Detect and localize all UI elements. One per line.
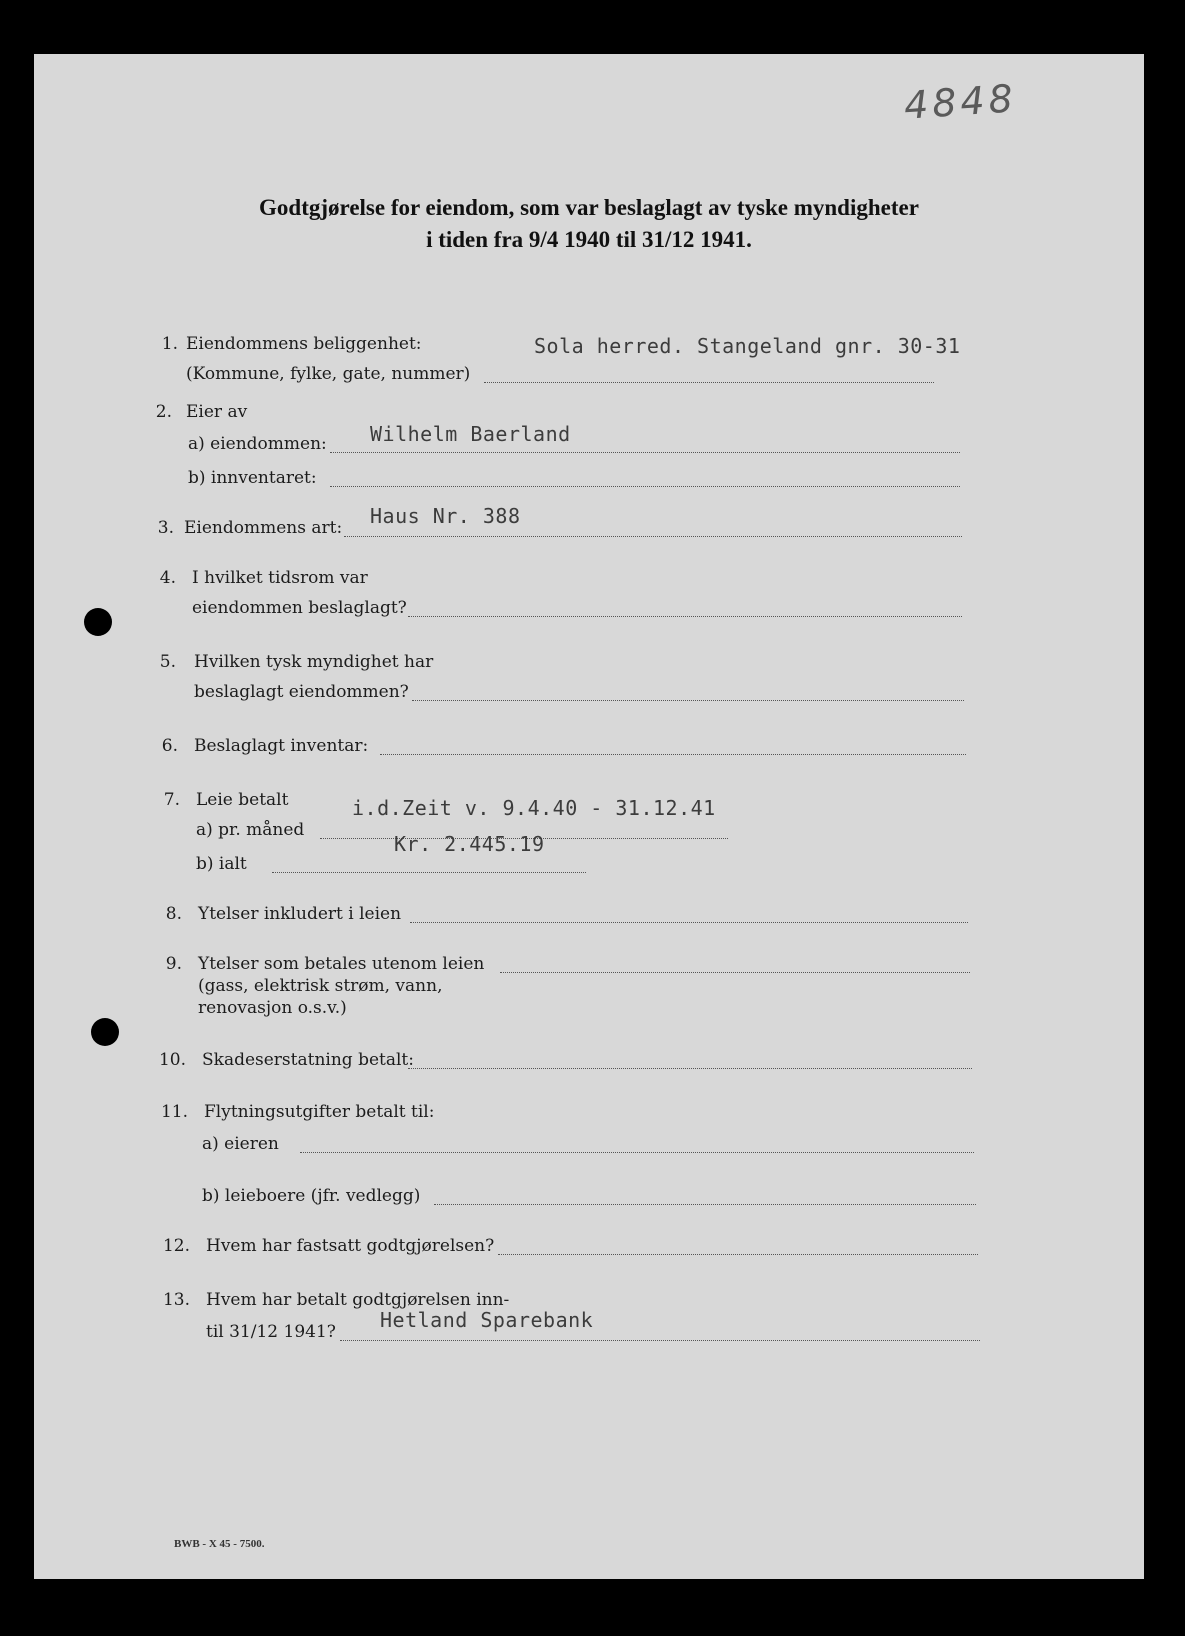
answer-line [410,922,968,923]
item-label: Skadeserstatning betalt: [202,1050,414,1070]
item-label: b) innventaret: [188,468,317,488]
item-number: 9. [165,954,182,974]
item-label: eiendommen beslaglagt? [192,598,407,618]
item-number: 13. [162,1290,190,1310]
item-number: 7. [163,790,180,810]
form-title-line2: i tiden fra 9/4 1940 til 31/12 1941. [426,227,752,252]
item-label: Ytelser som betales utenom leien [198,954,485,974]
item-label: (Kommune, fylke, gate, nummer) [186,364,471,384]
punch-hole [91,1018,119,1046]
answer-line [412,700,964,701]
item-label: renovasjon o.s.v.) [198,998,347,1018]
typed-answer: i.d.Zeit v. 9.4.40 - 31.12.41 [352,796,716,820]
answer-line [408,616,962,617]
item-label: Hvilken tysk myndighet har [194,652,434,672]
answer-line [340,1340,980,1341]
item-number: 8. [165,904,182,924]
punch-hole [84,608,112,636]
item-label: a) pr. måned [196,820,305,840]
item-label: beslaglagt eiendommen? [194,682,409,702]
item-label: b) leieboere (jfr. vedlegg) [202,1186,421,1206]
item-label: Eiendommens art: [184,518,343,538]
typed-answer: Haus Nr. 388 [370,504,521,528]
item-label: (gass, elektrisk strøm, vann, [198,976,443,996]
answer-line [344,536,962,537]
typed-answer: Kr. 2.445.19 [394,832,545,856]
item-number: 3. [157,518,174,538]
item-label: Eier av [186,402,248,422]
answer-line [484,382,934,383]
answer-line [330,452,960,453]
item-label: Flytningsutgifter betalt til: [204,1102,435,1122]
item-label: a) eiendommen: [188,434,327,454]
answer-line [300,1152,974,1153]
item-number: 5. [159,652,176,672]
print-code: BWB - X 45 - 7500. [174,1538,265,1550]
item-label: Eiendommens beliggenhet: [186,334,422,354]
item-number: 1. [161,334,178,354]
item-number: 10. [158,1050,186,1070]
item-number: 4. [159,568,176,588]
answer-line [408,1068,972,1069]
item-label: til 31/12 1941? [206,1322,336,1342]
item-label: Hvem har fastsatt godtgjørelsen? [206,1236,495,1256]
typed-answer: Hetland Sparebank [380,1308,594,1332]
item-number: 2. [155,402,172,422]
form-title-line1: Godtgjørelse for eiendom, som var beslaglagt av tyske myndigheter [259,195,919,220]
item-label: a) eieren [202,1134,279,1154]
item-label: Leie betalt [196,790,289,810]
answer-line [330,486,960,487]
archive-number: 4848 [902,76,1019,128]
answer-line [380,754,966,755]
item-label: Hvem har betalt godtgjørelsen inn- [206,1290,510,1310]
form-sheet [34,54,1144,1579]
item-number: 12. [162,1236,190,1256]
item-label: Beslaglagt inventar: [194,736,369,756]
answer-line [434,1204,976,1205]
item-label: b) ialt [196,854,247,874]
item-number: 11. [160,1102,188,1122]
answer-line [272,872,586,873]
typed-answer: Sola herred. Stangeland gnr. 30-31 [534,334,961,358]
form-title [34,192,1144,256]
item-label: Ytelser inkludert i leien [198,904,402,924]
answer-line [500,972,970,973]
typed-answer: Wilhelm Baerland [370,422,571,446]
item-number: 6. [161,736,178,756]
item-label: I hvilket tidsrom var [192,568,368,588]
answer-line [498,1254,978,1255]
